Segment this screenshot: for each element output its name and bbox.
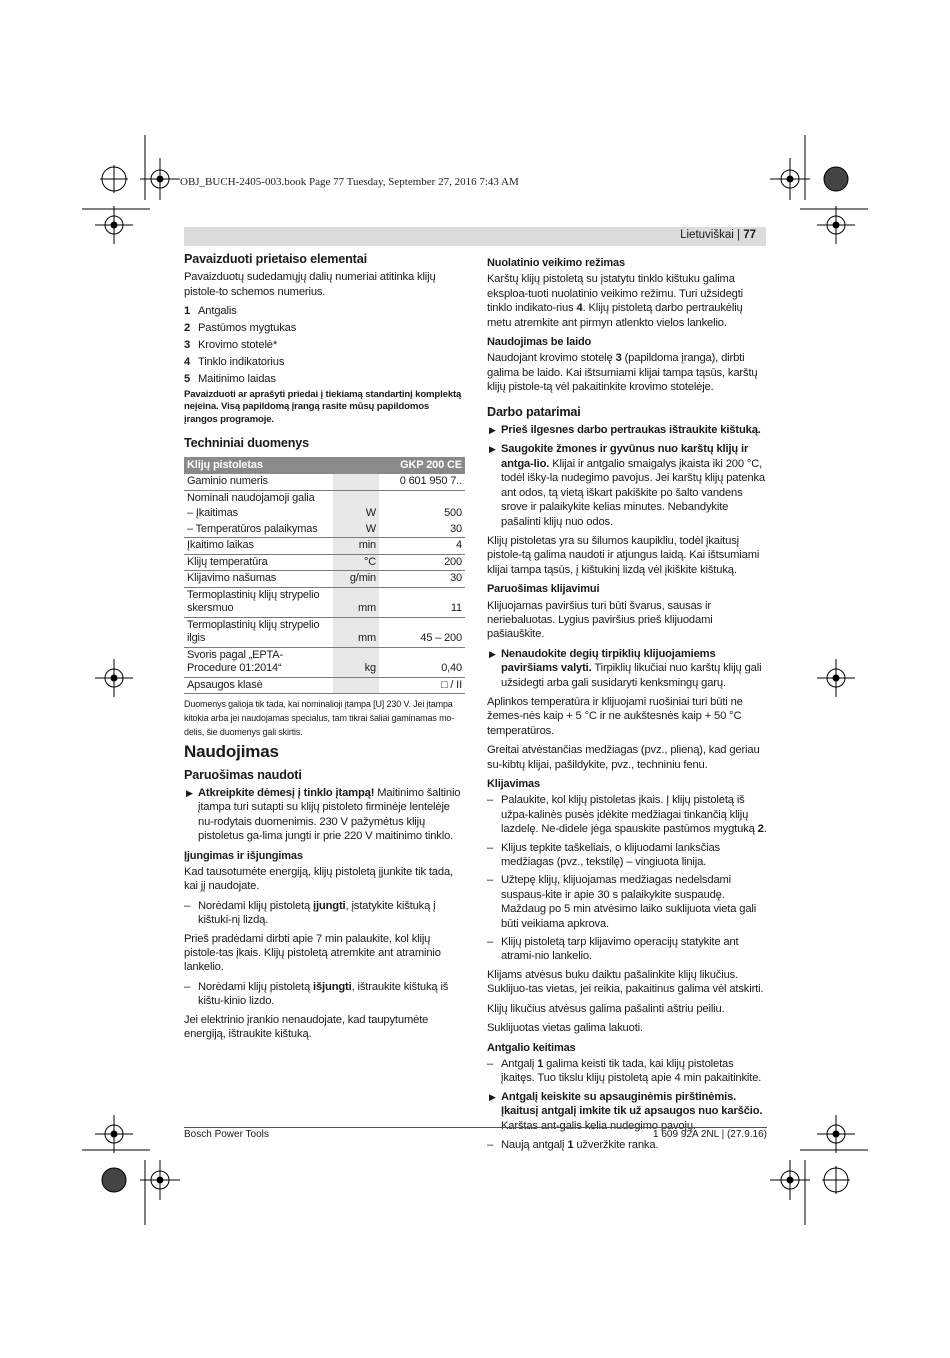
table-cell-unit [333, 677, 379, 694]
onoff-heading: Įjungimas ir išjungimas [184, 849, 303, 862]
nozzle-step: – Antgalį 1 galima keisti tik tada, kai klijų pistoletas įkaitęs. Tuo tikslu klijų pistoletą apie 4 min pakaitinkite. [487, 1057, 762, 1085]
warning-arrow-icon: ▶ [489, 1091, 496, 1102]
cordless-text: Naudojant krovimo stotelę 3 (papildoma įranga), dirbti galima be laido. Kai ištsumiami klijai tampa tąsūs, karštų klijų pistole-tą vėl pakaitinkite krovimo stotelėje. [487, 352, 758, 394]
table-row [184, 490, 465, 506]
header-page-number: 77 [743, 229, 756, 241]
table-cell-label: Termoplastinių klijų strypelio ilgis [184, 617, 333, 647]
table-cell-value: 45 – 200 [379, 617, 465, 647]
list-item: 2 Pastūmos mygtukas [184, 322, 297, 335]
table-cell-value: 30 [379, 571, 465, 588]
warning-arrow-icon: ▶ [489, 425, 496, 436]
table-cell-unit: W [333, 522, 379, 538]
continuous-heading: Nuolatinio veikimo režimas [487, 257, 625, 269]
footer-divider [184, 1127, 767, 1128]
warning-arrow-icon: ▶ [186, 787, 193, 798]
list-item: 1 Antgalis [184, 305, 237, 318]
list-item: 5 Maitinimo laidas [184, 372, 276, 385]
gluing-step: – Klijus tepkite taškeliais, o klijuodami lanksčias medžiagas (pvz., tekstilę) – vingiuota linija. [487, 841, 720, 869]
table-cell-value [379, 490, 465, 506]
table-cell-unit: g/min [333, 571, 379, 588]
table-cell-unit: W [333, 506, 379, 522]
usage-heading: Naudojimas [184, 742, 279, 762]
surface-heading: Paruošimas klijavimui [487, 583, 600, 596]
table-cell-value: 0,40 [379, 647, 465, 677]
warmup-text: Prieš pradėdami dirbti apie 7 min palaukite, kol klijų pistole-tas įkais. Klijų pistoletą atremkite ant atraminio lankelio. [184, 932, 441, 974]
residue-text: Klijams atvėsus buku daiktu pašalinkite klijų likučius. Suklijuo-tas vietas, jei reikia, pakaitinus galima vėl atskirti. [487, 968, 764, 996]
tech-data-heading: Techniniai duomenys [184, 436, 309, 451]
gluing-step: – Klijų pistoletą tarp klijavimo operacijų statykite ant atrami-nio lankelio. [487, 936, 739, 963]
table-cell-label: Nominali naudojamoji galia [187, 491, 315, 504]
table-cell-value: 500 [444, 507, 462, 520]
nozzle-warning: ▶ Antgalį keiskite su apsauginėmis pirštinėmis. Įkaitusį antgalį imkite tik už apsaugos nuo karščio. Karštas ant-galis kelia nudegimo pavojų. [489, 1090, 763, 1132]
nozzle-step: – Naują antgalį 1 užveržkite ranka. [487, 1138, 659, 1151]
table-cell-value: 11 [379, 587, 465, 617]
table-row [184, 617, 465, 647]
table-row [184, 647, 465, 677]
table-cell-value: □ / II [379, 677, 465, 694]
table-cell-unit [333, 490, 379, 506]
table-header-label: Klijų pistoletas [184, 457, 333, 475]
cooling-text: Greitai atvėstančias medžiagas (pvz., plieną), kad geriau su-kibtų klijai, pašildykite, pvz., techniniu fenu. [487, 744, 760, 771]
gluing-heading: Klijavimas [487, 778, 540, 790]
left-column [184, 252, 464, 1046]
solvent-warning: ▶ Nenaudokite degių tirpiklių klijuojamiems paviršiams valyti. Tirpiklių likučiai nuo karštų klijų gali užsidegti arba gali susidaryti kenksmingų garų. [489, 647, 762, 689]
components-list [184, 304, 464, 386]
table-cell-value: 4 [379, 538, 465, 555]
table-row [184, 554, 465, 571]
table-cell-unit: mm [333, 587, 379, 617]
table-cell-unit [333, 474, 379, 490]
table-cell-label: Apsaugos klasė [184, 677, 333, 694]
page-header-text: Lietuviškai | 77 [680, 229, 756, 241]
prep-heading: Paruošimas naudoti [184, 767, 302, 782]
table-cell-label: Termoplastinių klijų strypelio skersmuo [184, 587, 333, 617]
table-cell-label: Klijų temperatūra [184, 554, 333, 571]
warning-arrow-icon: ▶ [489, 648, 496, 659]
surface-text: Klijuojamas paviršius turi būti švarus, sausas ir neriebaluotas. Lygius paviršius prieš klijuodami pašiauškite. [487, 599, 713, 641]
table-cell-unit: kg [333, 647, 379, 677]
list-item: 4 Tinklo indikatorius [184, 355, 285, 368]
table-cell-value: 200 [379, 554, 465, 571]
print-info-line: OBJ_BUCH-2405-003.book Page 77 Tuesday, September 27, 2016 7:43 AM [180, 176, 519, 188]
temperature-text: Aplinkos temperatūra ir klijuojami ruošiniai turi būti ne žemes-nės kaip + 5 °C ir ne aukštesnės kaip + 50 °C temperatūros. [487, 695, 743, 737]
table-row [184, 587, 465, 617]
idle-text: Jei elektrinio įrankio nenaudojate, kad taupytumėte energiją, ištraukite kištuką. [184, 1013, 429, 1041]
table-cell-value: 0 601 950 7.. [379, 474, 465, 490]
lacquer-text: Suklijuotas vietas galima lakuoti. [487, 1022, 643, 1035]
table-cell-label: Klijavimo našumas [184, 571, 333, 588]
table-row [184, 522, 465, 538]
table-header-model: GKP 200 CE [379, 457, 465, 475]
gluing-step: – Palaukite, kol klijų pistoletas įkais. Į klijų pistoletą iš užpa-kalinės pusės įdėkite medžiagai tinkančią klijų lazdelę. Ne-didele jėga spauskite pastūmos mygtuką 2. [487, 794, 767, 836]
table-header-row [184, 457, 465, 475]
table-cell-unit: °C [333, 554, 379, 571]
components-heading: Pavaizduoti prietaiso elementai [184, 252, 367, 266]
table-row [184, 571, 465, 588]
table-cell-label: – Temperatūros palaikymas [184, 522, 333, 538]
table-cell-label: Įkaitimo laikas [184, 538, 333, 555]
table-cell-label: Svoris pagal „EPTA-Procedure 01:2014“ [184, 647, 333, 677]
switch-on-step: – Norėdami klijų pistoletą įjungti, įstatykite kištuką į kištuki-nį lizdą. [184, 899, 436, 927]
onoff-intro: Kad tausotumėte energiją, klijų pistoletą įjunkite tik tada, kai jį naudojate. [184, 866, 453, 893]
table-cell-label: – Įkaitimas [187, 507, 238, 520]
footer-brand: Bosch Power Tools [184, 1129, 269, 1140]
table-cell-value: 30 [379, 522, 465, 538]
tech-data-note: Duomenys galioja tik tada, kai nominalioji įtampa [U] 230 V. Jei įtampa kitokia arba jei naudojamas specialus, tam tikrai šaliai gaminamas mo-delis, šie duomenys gali skirtis. [184, 699, 455, 738]
table-cell-unit: min [333, 538, 379, 555]
switch-off-step: – Norėdami klijų pistoletą išjungti, ištraukite kištuką iš kištu-kinio lizdo. [184, 980, 449, 1008]
footer-doc-number: 1 609 92A 2NL | (27.9.16) [653, 1129, 767, 1140]
voltage-warning: ▶ Atkreipkite dėmesį į tinklo įtampą! Maitinimo šaltinio įtampa turi sutapti su klijų pistoleto firminėje lentelėje nu-rodytais duomenimis. 230 V pažymėtus klijų pistoletus ga-lima jungti ir prie 220 V maitinimo tinklo. [186, 786, 461, 843]
tip-burn-warning: ▶ Saugokite žmones ir gyvūnus nuo karštų klijų ir antga-lio. Klijai ir antgalio smaigalys įkaista iki 200 °C, todėl išky-la nudegimo pavojus. Jei karštų klijų patenka ant odos, tą vietą iškart pakiškite po šalto vandens srove ir palaikykite kelias minutes. Nebandykite pašalinti klijų nuo odos. [489, 443, 765, 528]
table-row [184, 506, 465, 522]
warning-arrow-icon: ▶ [489, 444, 496, 455]
gluing-step: – Užtepę klijų, klijuojamas medžiagas nedelsdami suspaus-kite ir apie 30 s palaikykite suspaudę. Maždaug po 5 min atvėsimo laiko suklijuota vieta gali būti veikiama apkrova. [487, 874, 757, 930]
page-header-bar [184, 227, 766, 246]
accessories-note: Pavaizduoti ar aprašyti priedai į tiekiamą standartinį komplektą neįeina. Visą papildomą įrangą rasite mūsų papildomos įrangos programoje. [184, 388, 462, 425]
residue-text-2: Klijų likučius atvėsus galima pašalinti aštriu peiliu. [487, 1002, 725, 1015]
heat-storage-text: Klijų pistoletas yra su šilumos kaupikliu, todėl įkaitusį pistole-tą galima naudoti ir atjungus laidą. Kai ištsumiami klijai tampa tąsūs, į kištukinį lizdą vėl įkiškite kištuką. [487, 534, 760, 576]
table-cell-unit: mm [333, 617, 379, 647]
tips-heading: Darbo patarimai [487, 404, 581, 419]
table-cell-label: Gaminio numeris [184, 474, 333, 490]
continuous-text: Karštų klijų pistoletą su įstatytu tinklo kištuku galima eksploa-tuoti nuolatinio veikimo režimu. Turi užsidegti tinklo indikato-rius 4. Klijų pistoletą darbo pertraukėlių metu atremkite ant pirmyn atlenkto vielos lankelio. [487, 273, 744, 329]
tech-data-table [184, 457, 465, 695]
tip-unplug: ▶ Prieš ilgesnes darbo pertraukas ištraukite kištuką. [489, 424, 761, 437]
list-item: 3 Krovimo stotelė* [184, 339, 278, 352]
cordless-heading: Naudojimas be laido [487, 336, 592, 349]
right-column [487, 252, 767, 1156]
header-language: Lietuviškai [680, 229, 734, 241]
table-row [184, 474, 465, 490]
table-row [184, 677, 465, 694]
nozzle-heading: Antgalio keitimas [487, 1041, 576, 1054]
table-row [184, 538, 465, 555]
components-intro: Pavaizduotų sudedamųjų dalių numeriai atitinka klijų pistole-to schemos numerius. [184, 271, 436, 298]
